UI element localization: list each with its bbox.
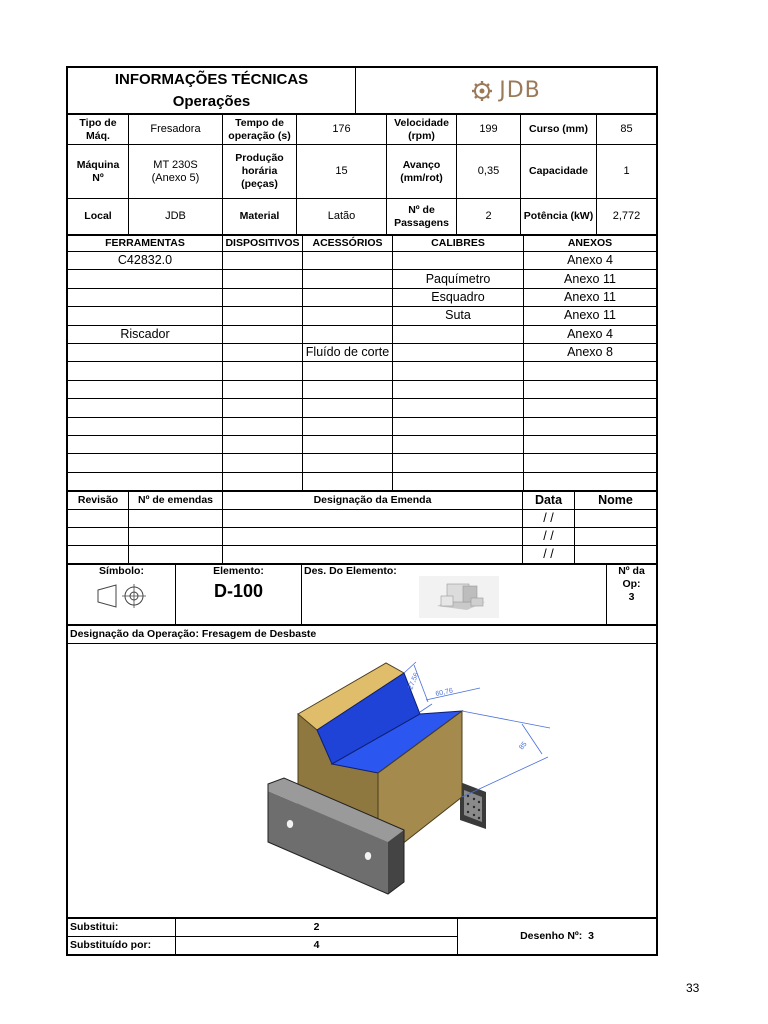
technical-sheet <box>66 66 658 956</box>
tools-cell <box>393 362 524 380</box>
material-label: Material <box>223 199 297 235</box>
maquina-model: MT 230S <box>153 158 198 171</box>
simbolo-label: Símbolo: <box>99 565 144 578</box>
tools-cell <box>303 288 393 306</box>
tools-cell: Anexo 4 <box>524 325 657 343</box>
velocidade-label: Velocidade (rpm) <box>387 115 457 145</box>
tools-cell <box>68 472 223 490</box>
tools-cell <box>303 472 393 490</box>
tools-cell: Paquímetro <box>393 270 524 288</box>
cone-symbol-icon <box>92 581 152 611</box>
tools-header-calibres: CALIBRES <box>393 236 524 252</box>
tools-cell <box>393 399 524 417</box>
tools-table-body <box>68 252 657 491</box>
revision-cell <box>129 528 223 546</box>
tipo-value: Fresadora <box>129 115 223 145</box>
dim-label-3: 85 <box>518 740 529 752</box>
tools-cell <box>68 454 223 472</box>
logo-text: JDB <box>499 78 541 103</box>
tools-cell <box>223 472 303 490</box>
tools-cell <box>303 399 393 417</box>
tools-cell <box>223 380 303 398</box>
potencia-value: 2,772 <box>597 199 657 235</box>
tools-table <box>67 235 657 491</box>
table-row <box>68 472 657 490</box>
revisions-table-body <box>68 510 657 564</box>
tools-cell <box>303 380 393 398</box>
tools-cell <box>68 435 223 453</box>
tools-cell <box>303 325 393 343</box>
revision-cell: / / <box>523 510 575 528</box>
tools-header-dispositivos: DISPOSITIVOS <box>223 236 303 252</box>
producao-label: Produção horária (peças) <box>223 145 297 199</box>
tools-cell <box>393 472 524 490</box>
avanco-value: 0,35 <box>457 145 521 199</box>
table-row <box>68 325 657 343</box>
velocidade-value: 199 <box>457 115 521 145</box>
desenho-label: Desenho Nº: <box>520 930 583 943</box>
tools-cell: Anexo 4 <box>524 252 657 270</box>
tools-cell <box>68 362 223 380</box>
tools-cell <box>223 343 303 361</box>
avanco-label: Avanço (mm/rot) <box>387 145 457 199</box>
part-3d-drawing <box>70 644 657 913</box>
op-value: 3 <box>628 591 635 604</box>
tools-cell <box>68 270 223 288</box>
tools-cell <box>524 417 657 435</box>
rev-header-revisao: Revisão <box>68 492 129 510</box>
op-cell <box>607 565 657 625</box>
tools-cell <box>303 362 393 380</box>
tools-cell <box>393 252 524 270</box>
substitui-value: 2 <box>176 919 458 937</box>
tools-cell <box>524 435 657 453</box>
maquina-label: Máquina Nº <box>68 145 129 199</box>
footer-table <box>67 918 657 955</box>
tools-cell <box>223 270 303 288</box>
tools-cell <box>68 380 223 398</box>
elemento-label: Elemento: <box>213 565 264 578</box>
revision-cell <box>68 546 129 564</box>
revision-cell: / / <box>523 528 575 546</box>
maquina-value <box>129 145 223 199</box>
revision-cell <box>223 510 523 528</box>
maquina-annex: (Anexo 5) <box>151 171 200 184</box>
passagens-label: Nº de Passagens <box>387 199 457 235</box>
tools-cell: Esquadro <box>393 288 524 306</box>
tools-cell <box>223 417 303 435</box>
rev-header-data: Data <box>523 492 575 510</box>
rev-header-designacao: Designação da Emenda <box>223 492 523 510</box>
tools-cell <box>303 252 393 270</box>
tools-cell <box>524 454 657 472</box>
tools-cell <box>524 380 657 398</box>
tools-cell <box>524 362 657 380</box>
simbolo-cell <box>68 565 176 625</box>
header-table <box>67 67 657 114</box>
revision-cell <box>68 510 129 528</box>
tools-cell <box>393 417 524 435</box>
elemento-cell <box>176 565 302 625</box>
tools-cell: Anexo 11 <box>524 307 657 325</box>
tools-cell <box>303 454 393 472</box>
substitui-label: Substitui: <box>68 919 176 937</box>
page-number: 33 <box>686 981 700 995</box>
revision-cell <box>129 546 223 564</box>
tools-cell <box>303 435 393 453</box>
producao-value: 15 <box>297 145 387 199</box>
operation-drawing-cell <box>68 644 657 918</box>
substituido-label: Substituído por: <box>68 937 176 955</box>
tools-cell: Anexo 11 <box>524 288 657 306</box>
des-elemento-label: Des. Do Elemento: <box>304 565 397 578</box>
tipo-label: Tipo de Máq. <box>68 115 129 145</box>
tools-cell: Suta <box>393 307 524 325</box>
tools-cell: Riscador <box>68 325 223 343</box>
revision-cell <box>575 546 657 564</box>
dim-label-1: 27,56 <box>407 671 421 691</box>
table-row <box>68 307 657 325</box>
tools-cell <box>223 252 303 270</box>
tools-cell: Anexo 11 <box>524 270 657 288</box>
table-row <box>68 362 657 380</box>
capacidade-label: Capacidade <box>521 145 597 199</box>
tools-cell <box>303 417 393 435</box>
table-row <box>68 288 657 306</box>
tools-header-acessorios: ACESSÓRIOS <box>303 236 393 252</box>
dim-label-2: 60,76 <box>434 687 454 699</box>
capacidade-value: 1 <box>597 145 657 199</box>
desenho-value: 3 <box>588 930 594 943</box>
table-row <box>68 417 657 435</box>
curso-label: Curso (mm) <box>521 115 597 145</box>
material-value: Latão <box>297 199 387 235</box>
tools-cell <box>393 343 524 361</box>
curso-value: 85 <box>597 115 657 145</box>
tools-header-ferramentas: FERRAMENTAS <box>68 236 223 252</box>
tools-cell <box>68 288 223 306</box>
tools-cell <box>223 454 303 472</box>
tools-cell <box>393 325 524 343</box>
table-row <box>68 343 657 361</box>
tools-cell <box>223 325 303 343</box>
sheet-title: INFORMAÇÕES TÉCNICAS <box>114 70 309 88</box>
table-row <box>68 528 657 546</box>
rev-header-nome: Nome <box>575 492 657 510</box>
tools-cell <box>303 307 393 325</box>
revision-cell <box>575 510 657 528</box>
tools-cell: Anexo 8 <box>524 343 657 361</box>
revision-cell <box>129 510 223 528</box>
tools-cell <box>393 435 524 453</box>
table-row <box>68 399 657 417</box>
gear-icon <box>471 80 493 102</box>
table-row <box>68 270 657 288</box>
tools-cell <box>223 307 303 325</box>
logo-cell <box>356 68 657 114</box>
tools-cell <box>524 399 657 417</box>
tools-cell <box>223 288 303 306</box>
operation-table <box>67 625 657 918</box>
tools-cell <box>303 270 393 288</box>
op-label: Nº da Op: <box>618 565 645 591</box>
passagens-value: 2 <box>457 199 521 235</box>
element-table <box>67 564 657 625</box>
tools-header-anexos: ANEXOS <box>524 236 657 252</box>
tools-cell <box>68 399 223 417</box>
specs-table <box>67 114 657 235</box>
tools-cell <box>68 307 223 325</box>
tempo-value: 176 <box>297 115 387 145</box>
tools-cell <box>223 362 303 380</box>
element-thumbnail-image <box>419 576 499 618</box>
elemento-value: D-100 <box>213 581 264 602</box>
tools-cell: C42832.0 <box>68 252 223 270</box>
revision-cell <box>575 528 657 546</box>
table-row <box>68 435 657 453</box>
table-row <box>68 380 657 398</box>
local-label: Local <box>68 199 129 235</box>
table-row <box>68 510 657 528</box>
tools-cell <box>223 435 303 453</box>
revision-cell <box>223 528 523 546</box>
header-titles <box>68 68 356 114</box>
revision-cell <box>68 528 129 546</box>
tempo-label: Tempo de operação (s) <box>223 115 297 145</box>
company-logo <box>358 80 654 102</box>
rev-header-emendas: Nº de emendas <box>129 492 223 510</box>
tools-cell: Fluído de corte <box>303 343 393 361</box>
substituido-value: 4 <box>176 937 458 955</box>
local-value: JDB <box>129 199 223 235</box>
table-row <box>68 454 657 472</box>
tools-cell <box>393 380 524 398</box>
tools-cell <box>223 399 303 417</box>
operation-designation: Designação da Operação: Fresagem de Desbaste <box>68 626 657 644</box>
revision-cell: / / <box>523 546 575 564</box>
table-row <box>68 546 657 564</box>
tools-cell <box>393 454 524 472</box>
revision-cell <box>223 546 523 564</box>
revisions-table <box>67 491 657 564</box>
sheet-subtitle: Operações <box>172 92 251 110</box>
des-elemento-cell <box>302 565 607 625</box>
potencia-label: Potência (kW) <box>521 199 597 235</box>
tools-cell <box>68 343 223 361</box>
tools-cell <box>68 417 223 435</box>
tools-cell <box>524 472 657 490</box>
table-row <box>68 252 657 270</box>
desenho-cell <box>458 919 657 955</box>
